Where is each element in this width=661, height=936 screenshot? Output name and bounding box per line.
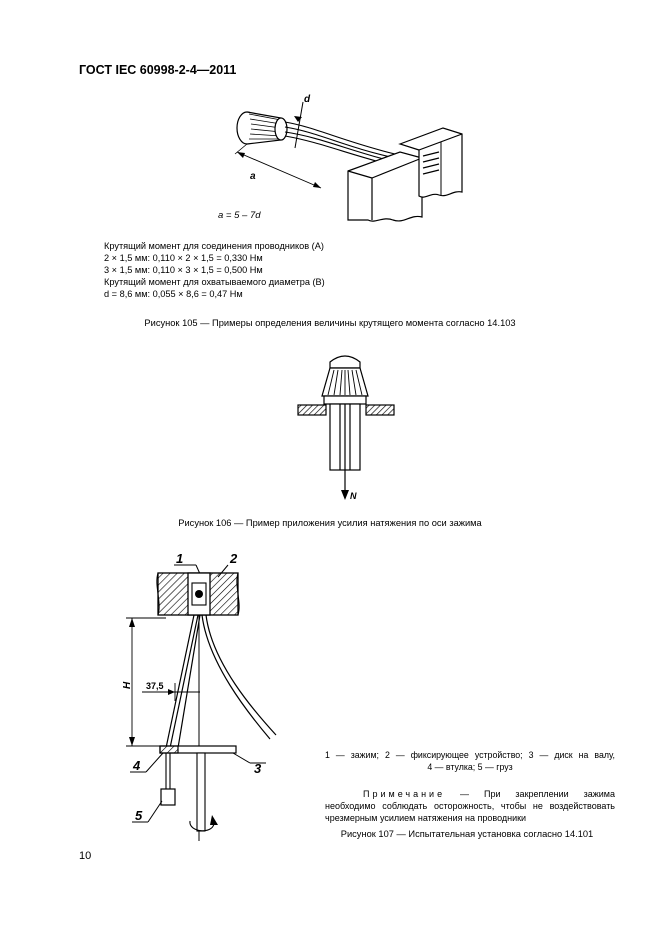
figure-106-caption: Рисунок 106 — Пример приложения усилия натяжения по оси зажима — [178, 518, 482, 528]
label-d: d — [304, 94, 311, 105]
label-a: a — [250, 171, 256, 182]
torque-line-3: 3 × 1,5 мм: 0,110 × 3 × 1,5 = 0,500 Нм — [104, 265, 263, 275]
label-h: H — [122, 681, 133, 689]
note-text: — При закреплении зажима необходимо соблюдать осторожность, чтобы не воздействовать чрезмерным усилием натяжения на проводники — [325, 789, 615, 823]
figure-105-formula: a = 5 – 7d — [218, 210, 261, 221]
note-title: Примечание — [363, 789, 446, 799]
torque-line-4: Крутящий момент для охватываемого диаметра (В) — [104, 277, 325, 287]
figure-105-caption: Рисунок 105 — Примеры определения величины крутящего момента согласно 14.103 — [144, 318, 516, 328]
torque-line-1: Крутящий момент для соединения проводников (A) — [104, 241, 324, 251]
page-number: 10 — [79, 850, 92, 862]
torque-line-5: d = 8,6 мм: 0,055 × 8,6 = 0,47 Нм — [104, 289, 243, 299]
label-5: 5 — [135, 808, 143, 823]
label-4: 4 — [133, 758, 141, 773]
figure-107-legend-line2: 4 — втулка; 5 — груз — [427, 762, 513, 772]
label-37-5: 37,5 — [146, 681, 164, 691]
label-1: 1 — [176, 551, 184, 566]
figure-107-note — [325, 788, 615, 824]
torque-line-2: 2 × 1,5 мм: 0,110 × 2 × 1,5 = 0,330 Нм — [104, 253, 263, 263]
label-n: N — [350, 491, 357, 501]
figure-105-drawing — [225, 92, 470, 227]
document-header: ГОСТ IEC 60998-2-4—2011 — [79, 63, 237, 77]
label-3: 3 — [254, 761, 262, 776]
figure-107-drawing — [108, 543, 283, 843]
label-2: 2 — [230, 551, 238, 566]
figure-107-legend-line1: 1 — зажим; 2 — фиксирующее устройство; 3 — диск на валу, — [325, 750, 615, 760]
figure-107-caption: Рисунок 107 — Испытательная установка согласно 14.101 — [340, 829, 594, 839]
figure-106-drawing — [290, 348, 400, 508]
